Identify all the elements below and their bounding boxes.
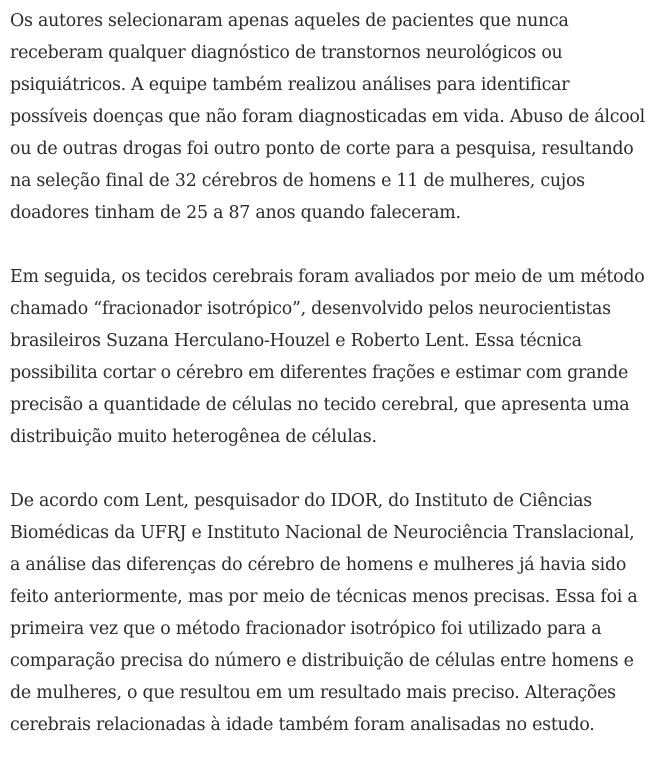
paragraph-line: chamado “fracionador isotrópico”, desenvolvido pelos neurocientistas [10,299,611,319]
paragraph-line: Os autores selecionaram apenas aqueles de pacientes que nunca [10,11,569,31]
paragraph-line: de mulheres, o que resultou em um resultado mais preciso. Alterações [10,683,616,703]
paragraph-line: precisão a quantidade de células no tecido cerebral, que apresenta uma [10,395,630,415]
paragraph-line: feito anteriormente, mas por meio de técnicas menos precisas. Essa foi a [10,587,638,607]
paragraph-line: a análise das diferenças do cérebro de homens e mulheres já havia sido [10,555,627,575]
article-body [10,5,670,773]
paragraph-line: brasileiros Suzana Herculano-Houzel e Roberto Lent. Essa técnica [10,331,582,351]
paragraph-line: doadores tinham de 25 a 87 anos quando faleceram. [10,203,461,223]
paragraph-line: possíveis doenças que não foram diagnosticadas em vida. Abuso de álcool [10,107,645,127]
paragraph-line: cerebrais relacionadas à idade também foram analisadas no estudo. [10,715,595,735]
paragraph-line: psiquiátricos. A equipe também realizou análises para identificar [10,75,570,95]
paragraph-line: Em seguida, os tecidos cerebrais foram avaliados por meio de um método [10,267,645,287]
paragraph-line: primeira vez que o método fracionador isotrópico foi utilizado para a [10,619,602,639]
paragraph-researcher-statement [10,485,670,741]
paragraph-line: ou de outras drogas foi outro ponto de corte para a pesquisa, resultando [10,139,634,159]
paragraph-line: Biomédicas da UFRJ e Instituto Nacional de Neurociência Translacional, [10,523,635,543]
paragraph-line: distribuição muito heterogênea de células. [10,427,377,447]
paragraph-study-selection [10,5,670,229]
paragraph-line: receberam qualquer diagnóstico de transtornos neurológicos ou [10,43,563,63]
paragraph-method [10,261,670,453]
paragraph-line: na seleção final de 32 cérebros de homens e 11 de mulheres, cujos [10,171,585,191]
paragraph-line: comparação precisa do número e distribuição de células entre homens e [10,651,634,671]
paragraph-line: De acordo com Lent, pesquisador do IDOR, do Instituto de Ciências [10,491,592,511]
paragraph-line: possibilita cortar o cérebro em diferentes frações e estimar com grande [10,363,629,383]
